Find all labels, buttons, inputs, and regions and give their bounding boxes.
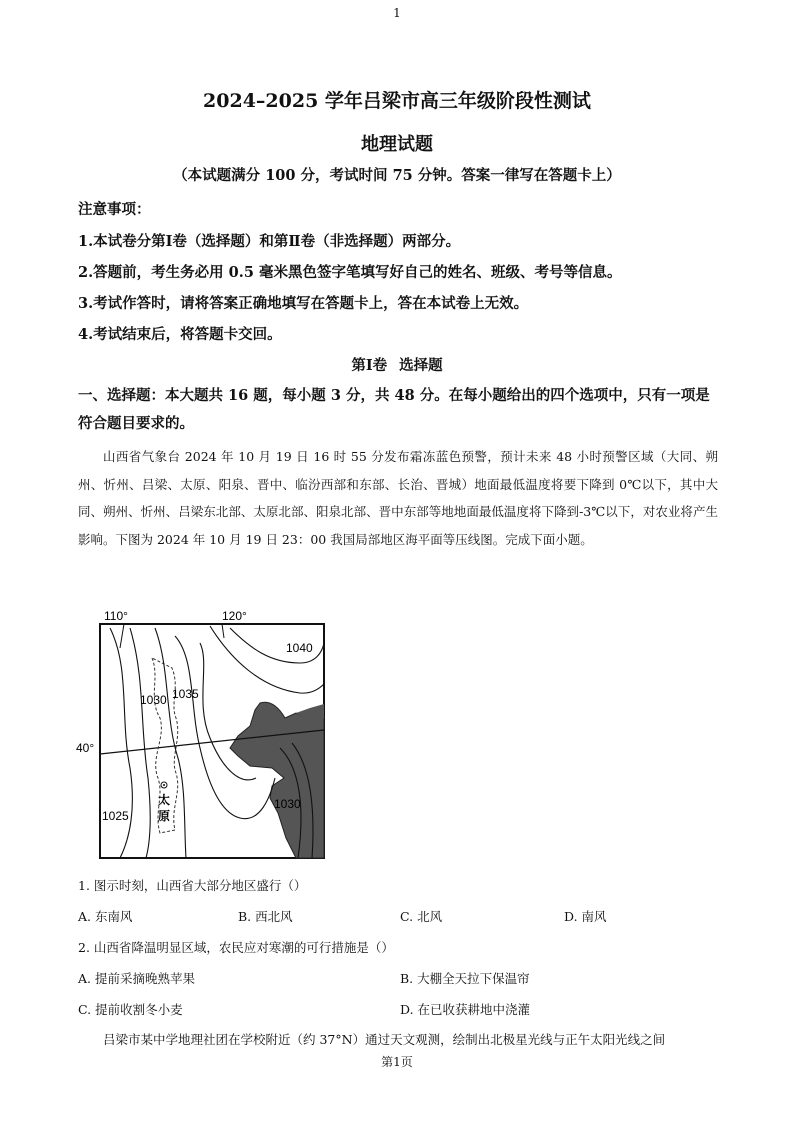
- lat-label: 40°: [76, 741, 95, 755]
- passage: [78, 443, 718, 553]
- isobar-label: 1030: [140, 693, 167, 707]
- isobar-label: 1030: [274, 797, 301, 811]
- notice-heading: 注意事项：: [78, 201, 151, 218]
- city-label: 原: [158, 809, 171, 823]
- passage-text: 山西省气象台 2024 年 10 月 19 日 16 时 55 分发布霜冻蓝色预警，预计未来 48 小时预警区域（大同、朔州、忻州、吕梁、太原、阳泉、晋中、临汾西部和东部、长治、晋城）地面最低温度将要下降到 0℃以下，其中大同、朔州、忻州、吕梁东北部、太原北部、阳泉北部、晋中东部等地地面最低温度将下降到-3℃以下，对农业将产生影响。下图为 2024 年 10 月 19 日 23：00 我国局部地区海平面等压线图。完成下面小题。: [78, 449, 718, 547]
- exam-info: （本试题满分 100 分，考试时间 75 分钟。答案一律写在答题卡上）: [173, 167, 621, 184]
- section-part: 第Ⅰ卷: [351, 357, 388, 374]
- question-option: D. 南风: [564, 909, 607, 924]
- notice-item: 4.考试结束后，将答题卡交回。: [78, 326, 282, 343]
- question-option: D. 在已收获耕地中浇灌: [400, 1002, 531, 1017]
- lon-label: 110°: [104, 609, 128, 623]
- next-passage: 吕梁市某中学地理社团在学校附近（约 37°N）通过天文观测，绘制出北极星光线与正午太阳光线之间: [103, 1032, 666, 1047]
- page-number-top: 1: [393, 6, 401, 20]
- page-footer: 第1页: [381, 1055, 413, 1069]
- question-option: B. 大棚全天拉下保温帘: [400, 971, 530, 986]
- section-heading: [0, 354, 794, 375]
- question-option: A. 提前采摘晚熟苹果: [78, 971, 195, 986]
- question-stem: 1. 图示时刻，山西省大部分地区盛行（）: [78, 878, 307, 893]
- subject-title: 地理试题: [361, 134, 433, 155]
- section-instruction: 一、选择题：本大题共 16 题，每小题 3 分，共 48 分。在每小题给出的四个选项中，只有一项是符合题目要求的。: [78, 387, 710, 432]
- city-label: 太: [158, 793, 171, 807]
- notice-item: 1.本试卷分第Ⅰ卷（选择题）和第Ⅱ卷（非选择题）两部分。: [78, 233, 461, 250]
- notice-item: 2.答题前，考生务必用 0.5 毫米黑色签字笔填写好自己的姓名、班级、考号等信息。: [78, 264, 622, 281]
- exam-title: 2024–2025 学年吕梁市高三年级阶段性测试: [203, 90, 591, 112]
- taiyuan-marker-dot: [163, 784, 165, 786]
- isobar-map: [76, 608, 330, 863]
- notice-item: 3.考试作答时，请将答案正确地填写在答题卡上，答在本试卷上无效。: [78, 295, 529, 312]
- isobar-label: 1025: [102, 809, 129, 823]
- isobar-label: 1035: [172, 687, 199, 701]
- question-option: A. 东南风: [78, 909, 133, 924]
- isobar-label: 1040: [286, 641, 313, 655]
- question-stem: 2. 山西省降温明显区域，农民应对寒潮的可行措施是（）: [78, 940, 394, 955]
- question-option: B. 西北风: [238, 909, 293, 924]
- lon-label: 120°: [222, 609, 247, 623]
- question-option: C. 北风: [400, 909, 443, 924]
- question-option: C. 提前收割冬小麦: [78, 1002, 183, 1017]
- section-name: 选择题: [399, 357, 443, 374]
